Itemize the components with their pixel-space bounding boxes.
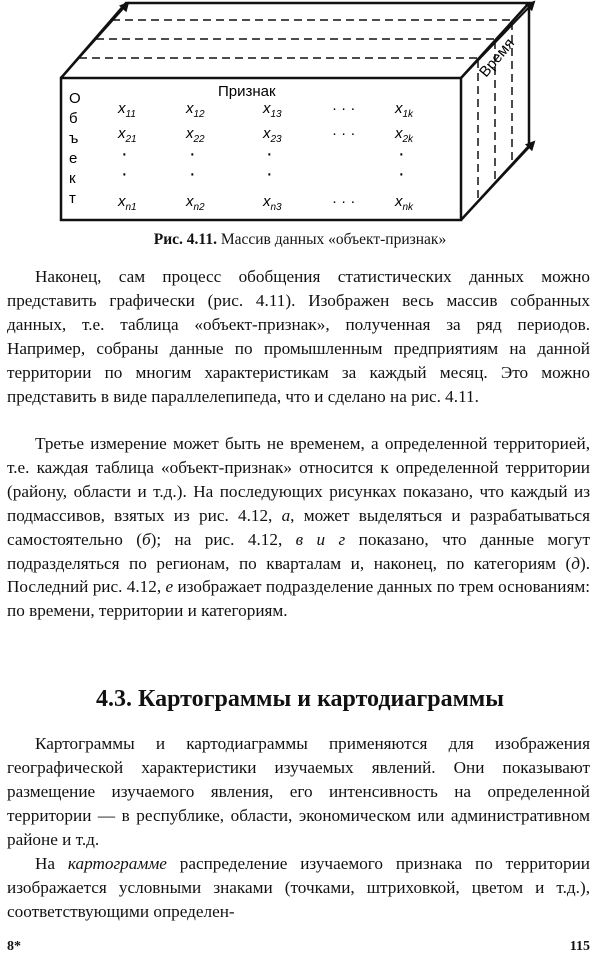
p2-text-b: , может выделяться и разрабатываться самостоятельно ( xyxy=(7,505,590,549)
matrix-cell: $x_{22}$ xyxy=(186,125,205,145)
matrix-cell: · xyxy=(121,143,128,165)
matrix-cell: · · · xyxy=(332,193,356,210)
caption-label: Рис. 4.11. xyxy=(153,231,217,248)
object-letter: т xyxy=(69,190,76,207)
object-letter: к xyxy=(69,170,76,187)
p4-text-b: распределение изучаемого признака по территории изображается условными знаками (точками, штриховкой, цветом и т.д.), соответствующими определен- xyxy=(7,854,591,921)
matrix-cell: $x_{23}$ xyxy=(263,125,282,145)
matrix-cell: $x_{2k}$ xyxy=(395,125,414,145)
depth-arrow-bottom-right xyxy=(461,142,534,220)
p2-text-f: изображает подразделение данных по трем основаниям: по времени, территории и категориям. xyxy=(7,577,590,621)
matrix-cell: $x_{21}$ xyxy=(118,125,137,145)
matrix-cell: $x_{nk}$ xyxy=(395,193,414,213)
p2-text-a: Третье измерение может быть не временем, а определенной территорией, т.е. каждая таблица «объект-признак» относится к определенной территории (району, области и т.д.). На последующих рисунках показано, что каждый из подмассивов, взятых из рис. 4.12, xyxy=(7,434,590,525)
top-face xyxy=(61,3,529,81)
matrix-cell: $x_{13}$ xyxy=(263,100,282,120)
p2-em-a: а xyxy=(281,505,291,525)
matrix-cell: $x_{n1}$ xyxy=(118,193,137,213)
matrix-cell: · xyxy=(189,143,196,165)
attribute-header: Признак xyxy=(218,83,276,100)
matrix-cells xyxy=(117,100,414,213)
object-letter: е xyxy=(69,150,78,167)
matrix-cell: · xyxy=(398,163,405,185)
signature-mark: 8* xyxy=(7,939,21,954)
matrix-cell: $x_{1k}$ xyxy=(395,100,414,120)
matrix-cell: · · · xyxy=(332,100,356,117)
p2-text-d: показано, что данные могут подразделяться по регионам, по кварталам и, наконец, по категориям ( xyxy=(7,529,590,573)
paragraph-2 xyxy=(7,432,590,623)
matrix-cell: · xyxy=(398,143,405,165)
matrix-cell: · xyxy=(266,163,273,185)
object-letter: О xyxy=(69,90,81,107)
object-letter: б xyxy=(69,110,78,127)
matrix-cell: · xyxy=(266,143,273,165)
paragraph-4 xyxy=(7,852,590,924)
matrix-cell: · xyxy=(121,163,128,185)
matrix-cell: $x_{n2}$ xyxy=(186,193,205,213)
paragraph-3: Картограммы и картодиаграммы применяются для изображения географической характеристики изучаемых явлений. Они показывают размещение изучаемого явления, его интенсивность на определенной территории — в республике, области, экономическом или административном районе и т.д. xyxy=(7,734,590,849)
object-letters xyxy=(69,90,81,207)
p2-em-b: б xyxy=(141,529,151,549)
depth-arrow-left xyxy=(61,3,128,78)
caption-text: Массив данных «объект-признак» xyxy=(216,231,447,248)
p2-em-d: д xyxy=(571,553,580,573)
matrix-cell: $x_{n3}$ xyxy=(263,193,282,213)
page-number: 115 xyxy=(569,939,590,954)
matrix-cell: · · · xyxy=(332,125,356,142)
data-array-figure xyxy=(0,0,600,228)
p4-em: картограмме xyxy=(67,854,167,873)
p4-text-a: На xyxy=(35,854,68,873)
p2-em-e: е xyxy=(165,577,174,597)
figure-caption xyxy=(0,231,600,249)
object-letter: ъ xyxy=(69,130,79,147)
paragraph-1: Наконец, сам процесс обобщения статистических данных можно представить графически (рис. 4.11). Изображен весь массив собранных данных, т.е. таблица «объект-признак», полученная за ряд периодов. Например, собраны данные по промышленным предприятиям на данной территории по многим характеристикам за каждый месяц. Это можно представить в виде параллелепипеда, что и сделано на рис. 4.11. xyxy=(7,267,590,406)
p2-text-c: ); на рис. 4.12, xyxy=(150,529,296,549)
matrix-cell: · xyxy=(189,163,196,185)
p2-em-c: в и г xyxy=(295,529,346,549)
section-heading: 4.3. Картограммы и картодиаграммы xyxy=(95,686,505,712)
depth-label: Время xyxy=(476,35,519,81)
p2-text-e: ). Последний рис. 4.12, xyxy=(7,553,590,597)
matrix-cell: $x_{12}$ xyxy=(186,100,205,120)
matrix-cell: $x_{11}$ xyxy=(118,100,136,120)
